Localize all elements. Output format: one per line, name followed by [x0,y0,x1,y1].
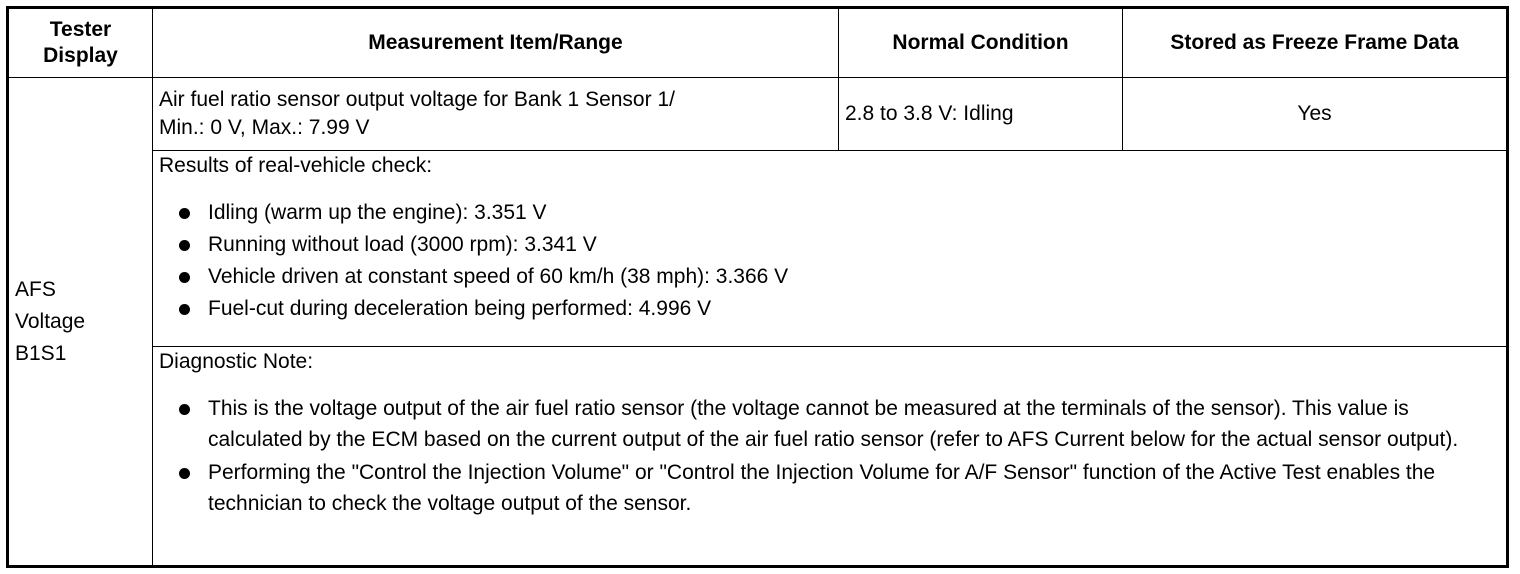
tester-display-header: Tester Display [8,8,153,78]
header-row [8,8,1508,78]
normal-condition-header: Normal Condition [839,8,1123,78]
diagnostic-row [8,347,1508,567]
list-item: Fuel-cut during deceleration being performed: 4.996 V [159,293,1500,325]
freeze-frame-header: Stored as Freeze Frame Data [1123,8,1508,78]
list-item: Vehicle driven at constant speed of 60 km/h (38 mph): 3.366 V [159,261,1500,293]
normal-condition-cell: 2.8 to 3.8 V: Idling [839,78,1123,151]
bullet-icon [179,272,190,283]
measurement-header: Measurement Item/Range [153,8,839,78]
list-item: Running without load (3000 rpm): 3.341 V [159,229,1500,261]
table-row [8,78,1508,151]
diagnostic-list [159,393,1500,519]
bullet-icon [179,468,190,479]
bullet-icon [179,240,190,251]
results-row [8,151,1508,347]
diagnostic-title: Diagnostic Note: [159,350,314,373]
diagnostic-cell [153,347,1508,567]
data-list-table [6,6,1509,568]
results-title: Results of real-vehicle check: [159,154,433,177]
bullet-icon [179,404,190,415]
results-list [159,197,1500,325]
results-cell [153,151,1508,347]
freeze-frame-cell: Yes [1123,78,1508,151]
list-item: Idling (warm up the engine): 3.351 V [159,197,1500,229]
list-item: This is the voltage output of the air fuel ratio sensor (the voltage cannot be measured at the terminals of the sensor). This value is calculated by the ECM based on the current output of the air fuel ratio sensor (refer to AFS Current below for the actual sensor output). [159,393,1500,455]
bullet-icon [179,208,190,219]
list-item: Performing the "Control the Injection Volume" or "Control the Injection Volume for A/F Sensor" function of the Active Test enables the technician to check the voltage output of the sensor. [159,457,1500,519]
bullet-icon [179,304,190,315]
measurement-cell: Air fuel ratio sensor output voltage for Bank 1 Sensor 1/ Min.: 0 V, Max.: 7.99 V [153,78,839,151]
tester-display-cell: AFS Voltage B1S1 [8,78,153,567]
